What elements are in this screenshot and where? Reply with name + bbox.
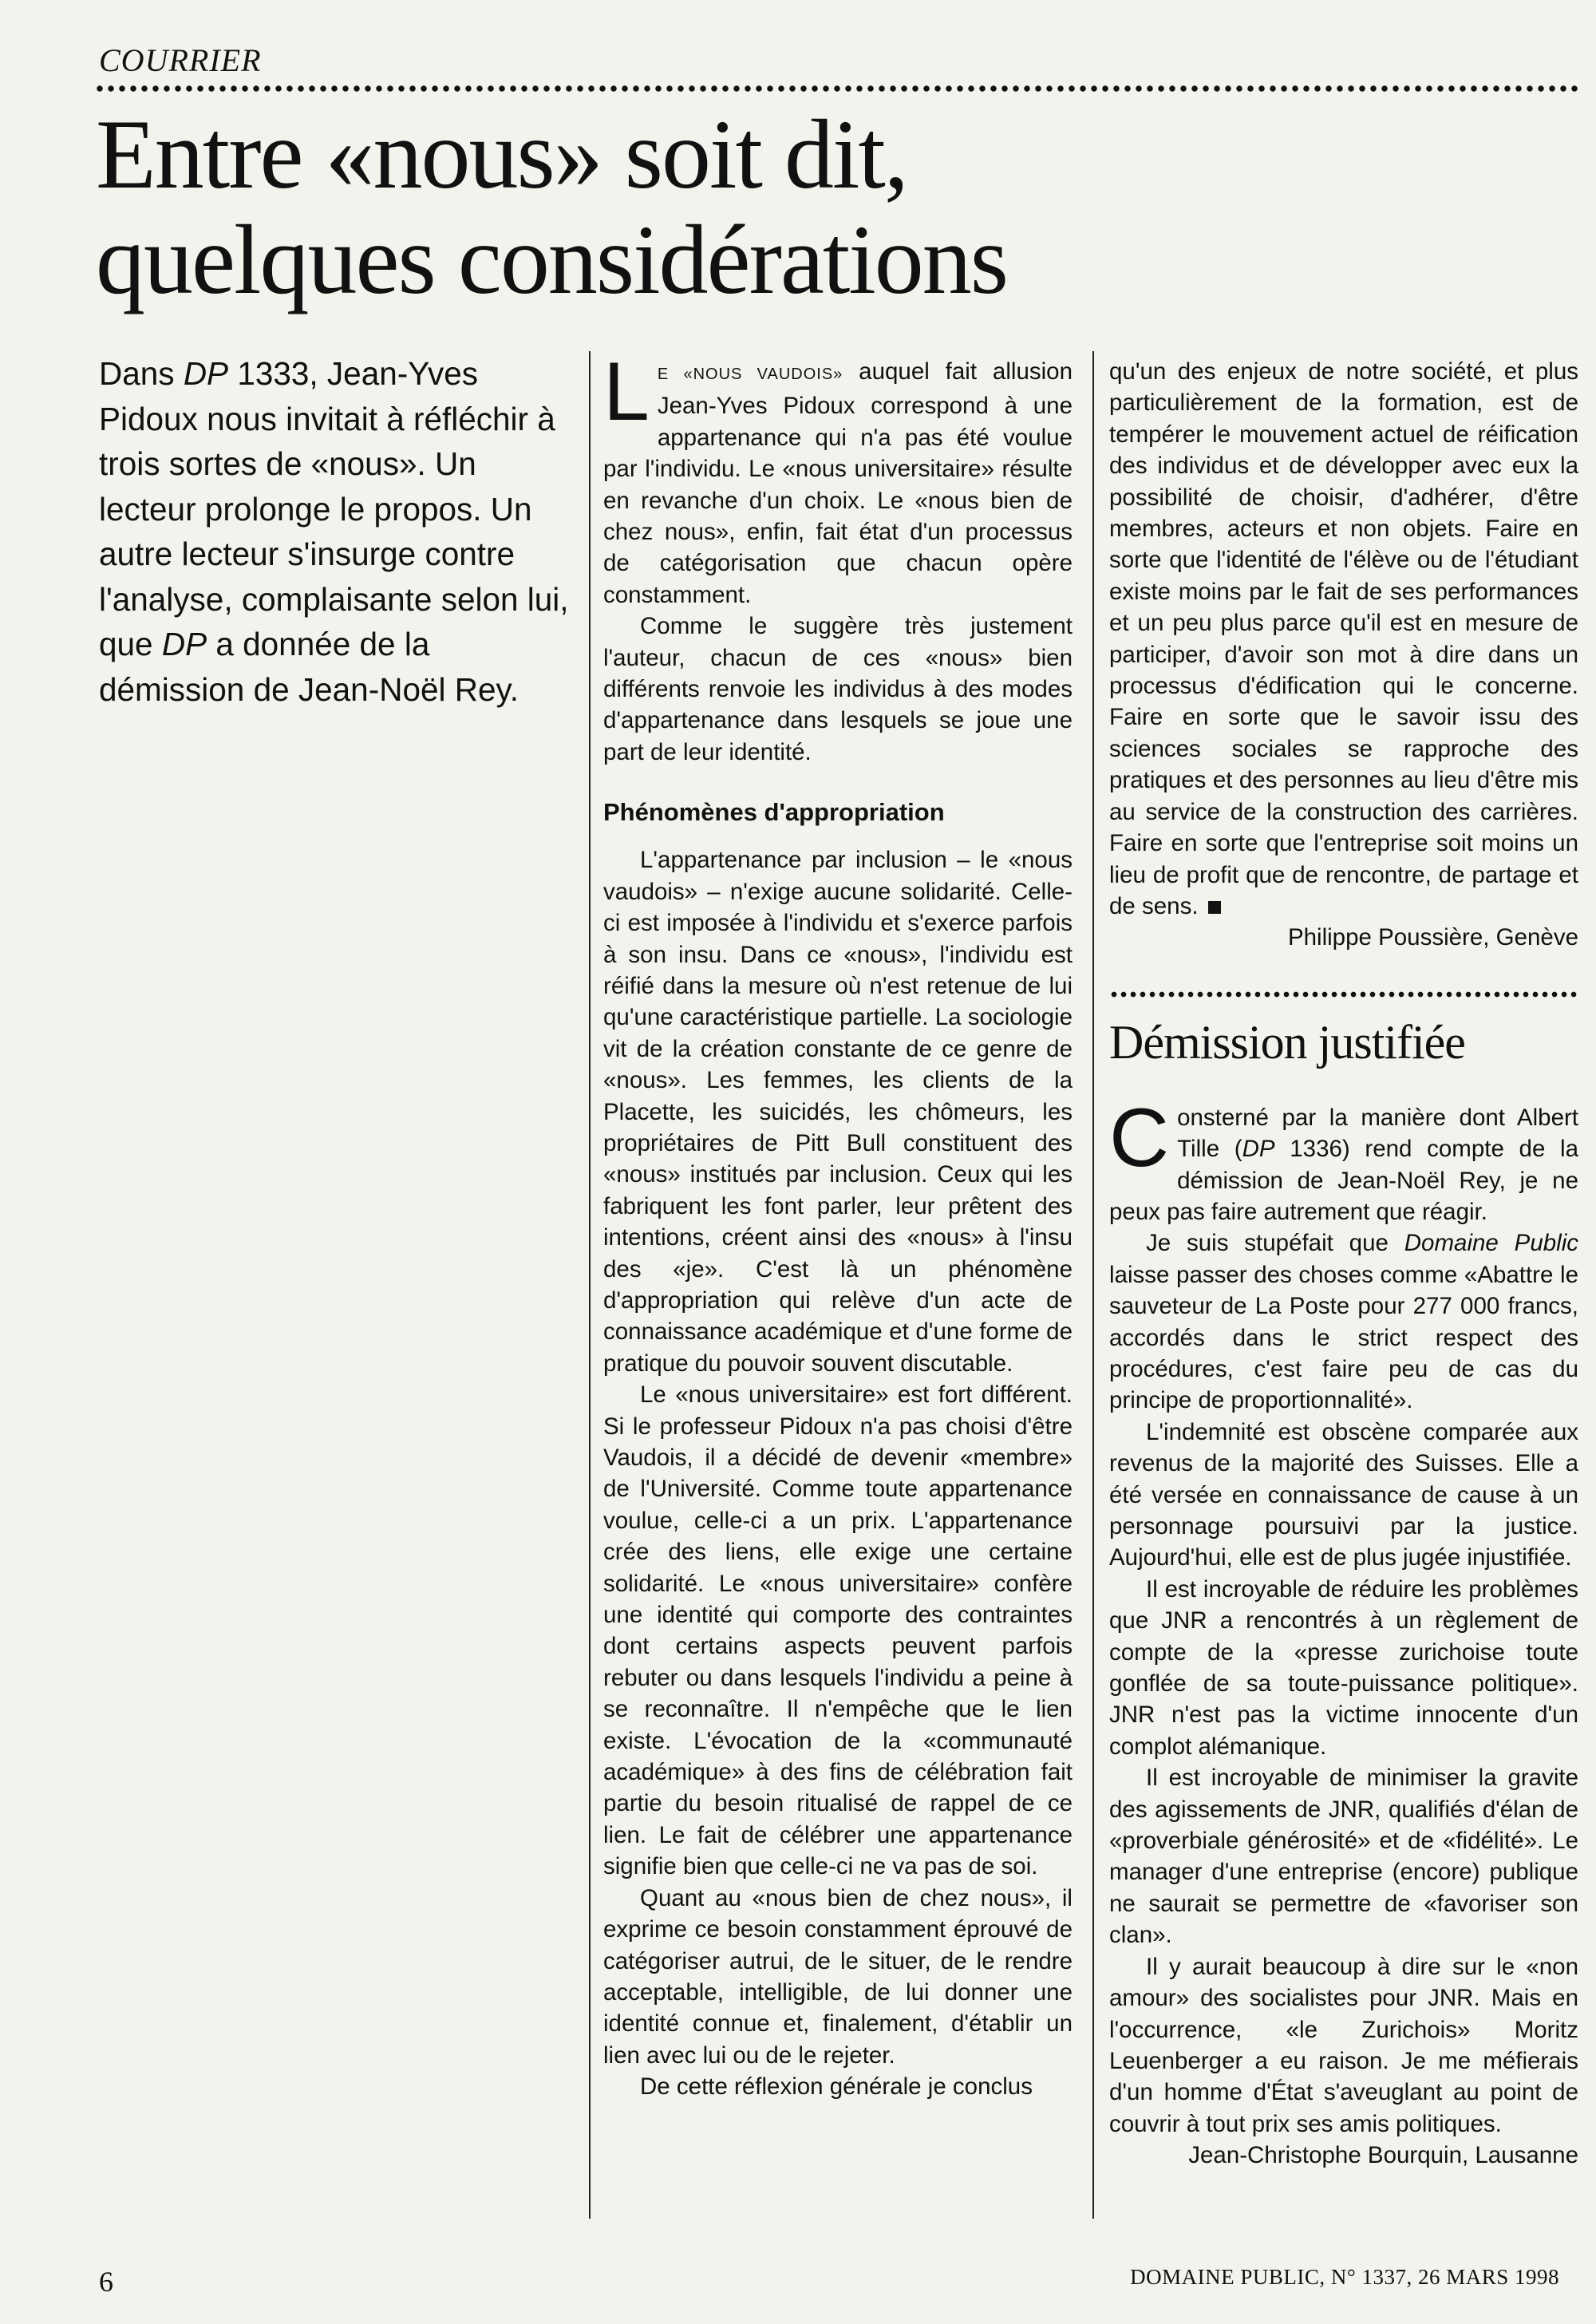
lead-text-1: Dans bbox=[99, 355, 184, 392]
article1-para-2: Comme le suggère très justement l'auteur, chacun de ces «nous» bien différents renvoie les individus à des modes d'appartenance dans lesquels se joue une part de leur identité. bbox=[603, 613, 1073, 765]
article1-para-6: De cette réflexion générale je conclus bbox=[640, 2073, 1033, 2101]
issue-footer: DOMAINE PUBLIC, N° 1337, 26 MARS 1998 bbox=[1130, 2265, 1559, 2289]
headline-line-2: quelques considérations bbox=[96, 205, 1008, 314]
headline-line-1: Entre «nous» soit dit, bbox=[96, 100, 907, 209]
article1-para-7-text: qu'un des enjeux de notre société, et plus particulièrement de la formation, est de tempérer le mouvement actuel de réification des individus et de développer avec eux la possibilité de choisir, d'adhérer, d'être membres, acteurs et non objets. Faire en sorte que l'identité de l'élève ou de l'étudiant existe moins par le fait de ses performances et un peu plus parce qu'il est en mesure de participer, d'avoir son mot à dire dans un processus d'édification qui le concerne. Faire en sorte que le savoir issu des sciences sociales se rapproche des pratiques et des personnes au lieu d'être mis au service de la construction des carrières. Faire en sorte que l'entreprise soit moins un lieu de profit que de rencontre, de partage et de sens. bbox=[1109, 358, 1578, 919]
dotted-rule-top bbox=[94, 83, 1580, 94]
article1-column-1 bbox=[603, 346, 1073, 2103]
article1-subhead: Phénomènes d'appropriation bbox=[603, 798, 945, 827]
dropcap-c: C bbox=[1109, 1091, 1170, 1184]
article2-para-6: Il y aurait beaucoup à dire sur le «non amour» des socialistes pour JNR. Mais en l'occurrence, «le Zurichois» Moritz Leuenberger a eu raison. Je me méfierais d'un homme d'État s'aveuglant au point de couvrir à tout prix ses amis politiques. bbox=[1109, 1953, 1578, 2137]
dropcap-l: L bbox=[603, 346, 650, 438]
article1-para-3: L'appartenance par inclusion – le «nous vaudois» – n'exige aucune solidarité. Celle-ci est imposée à l'individu et s'exerce parfois à son insu. Dans ce «nous», l'individu est réifié dans la mesure où n'est retenue de lui qu'une caractéristique partielle. La sociologie vit de la création constante de ce genre de «nous». Les femmes, les clients de la Placette, les suicidés, les chômeurs, les propriétaires de Pitt Bull constituent des «nous» institués par inclusion. Ceux qui les fabriquent les font parler, leur prêtent des intentions, créent ainsi des «nous» à l'insu des «je». C'est là un phénomène d'appropriation qui relève d'un acte de connaissance académique et d'une forme de pratique du pouvoir souvent discutable. bbox=[603, 847, 1073, 1377]
article2-para-5: Il est incroyable de minimiser la gravite des agissements de JNR, qualifiés d'élan de «proverbiale générosité» et de «fidélité». Le manager d'une entreprise (encore) publique ne saurait se permettre de «favoriser son clan». bbox=[1109, 1765, 1578, 1949]
article2-para-4: Il est incroyable de réduire les problèmes que JNR a rencontrés à un règlement de compte de la «presse zurichoise toute gonflée de sa toute-puissance politique». JNR n'est pas la victime innocente d'un complot alémanique. bbox=[1109, 1575, 1578, 1760]
lead-text-2: 1333, Jean-Yves Pidoux nous invitait à réfléchir à trois sortes de «nous». Un lecteur prolonge le propos. Un autre lecteur s'insurge contre l'analyse, complaisante selon lui, que bbox=[99, 355, 569, 662]
lead-dp-italic-1: DP bbox=[183, 355, 229, 392]
end-mark-icon bbox=[1208, 901, 1221, 914]
page-number: 6 bbox=[99, 2266, 113, 2298]
article2-title: Démission justifiée bbox=[1109, 1015, 1465, 1069]
section-rubric: COURRIER bbox=[99, 42, 262, 78]
article1-para-5: Quant au «nous bien de chez nous», il exprime ce besoin constamment éprouvé de catégoriser autrui, de le situer, de le rendre acceptable, intelligible, de lui donner une identité connue et, finalement, d'établir un lien avec lui ou de le rejeter. bbox=[603, 1884, 1073, 2069]
lead-paragraph bbox=[99, 351, 578, 712]
article2-dp-italic: DP bbox=[1242, 1136, 1275, 1163]
article2-para-1 bbox=[1109, 1091, 1578, 1228]
article2-signature: Jean-Christophe Bourquin, Lausanne bbox=[1188, 2142, 1578, 2169]
article2-para-3: L'indemnité est obscène comparée aux revenus de la majorité des Suisses. Elle a été versée en connaissance de cause à un personnage poursuivi par la justice. Aujourd'hui, elle est de plus jugée injustifiée. bbox=[1109, 1418, 1578, 1571]
article1-para-1-text: auquel fait allusion Jean-Yves Pidoux correspond à une appartenance qui n'a pas été voulue par l'individu. Le «nous universitaire» résulte en revanche d'un choix. Le «nous bien de chez nous», enfin, fait état d'un processus de catégorisation que chacun opère constamment. bbox=[603, 358, 1073, 608]
article2-para-1-text-a: onsterné par la manière dont Albert Tille ( bbox=[1177, 1104, 1578, 1163]
article2-para-1-text-b: 1336) rend compte de la démission de Jean-Noël Rey, je ne peux pas faire autrement que réagir. bbox=[1109, 1136, 1578, 1225]
column-rule-1 bbox=[589, 351, 591, 2219]
lead-text-3: a donnée de la démission de Jean-Noël Rey. bbox=[99, 626, 519, 708]
column-rule-2 bbox=[1092, 351, 1094, 2219]
article1-para-7 bbox=[1109, 356, 1578, 922]
article1-para-4: Le «nous universitaire» est fort différent. Si le professeur Pidoux n'a pas choisi d'être Vaudois, il a décidé de devenir «membre» de l'Université. Comme toute appartenance voulue, celle-ci a un prix. L'appartenance crée des liens, elle exige une certaine solidarité. Le «nous universitaire» confère une identité qui comporte des contraintes dont certains aspects peuvent parfois rebuter ou dans lesquels l'individu a peine à se reconnaître. Il n'empêche que le lien existe. L'évocation de la «communauté académique» à des fins de célébration fait partie du besoin ritualisé de rappel de ce lien. Le fait de célébrer une appartenance signifie bien que celle-ci ne va pas de soi. bbox=[603, 1381, 1073, 1880]
lead-smallcaps: E «NOUS VAUDOIS» bbox=[657, 366, 843, 383]
right-column bbox=[1109, 356, 1578, 2172]
headline bbox=[96, 102, 1500, 313]
article2-para-2 bbox=[1109, 1227, 1578, 1416]
article2-para-2-text-a: Je suis stupéfait que bbox=[1146, 1230, 1404, 1257]
lead-dp-italic-2: DP bbox=[161, 626, 207, 662]
dotted-separator bbox=[1109, 989, 1578, 1000]
article1-signature: Philippe Poussière, Genève bbox=[1287, 924, 1578, 951]
article2-para-2-text-b: laisse passer des choses comme «Abattre le sauveteur de La Poste pour 277 000 francs, accordés dans le strict respect des procédures, c'est faire peu de cas du principe de proportionnalité». bbox=[1109, 1261, 1578, 1414]
article2-domaine-public-italic: Domaine Public bbox=[1404, 1230, 1579, 1257]
article1-para-1 bbox=[603, 346, 1073, 611]
